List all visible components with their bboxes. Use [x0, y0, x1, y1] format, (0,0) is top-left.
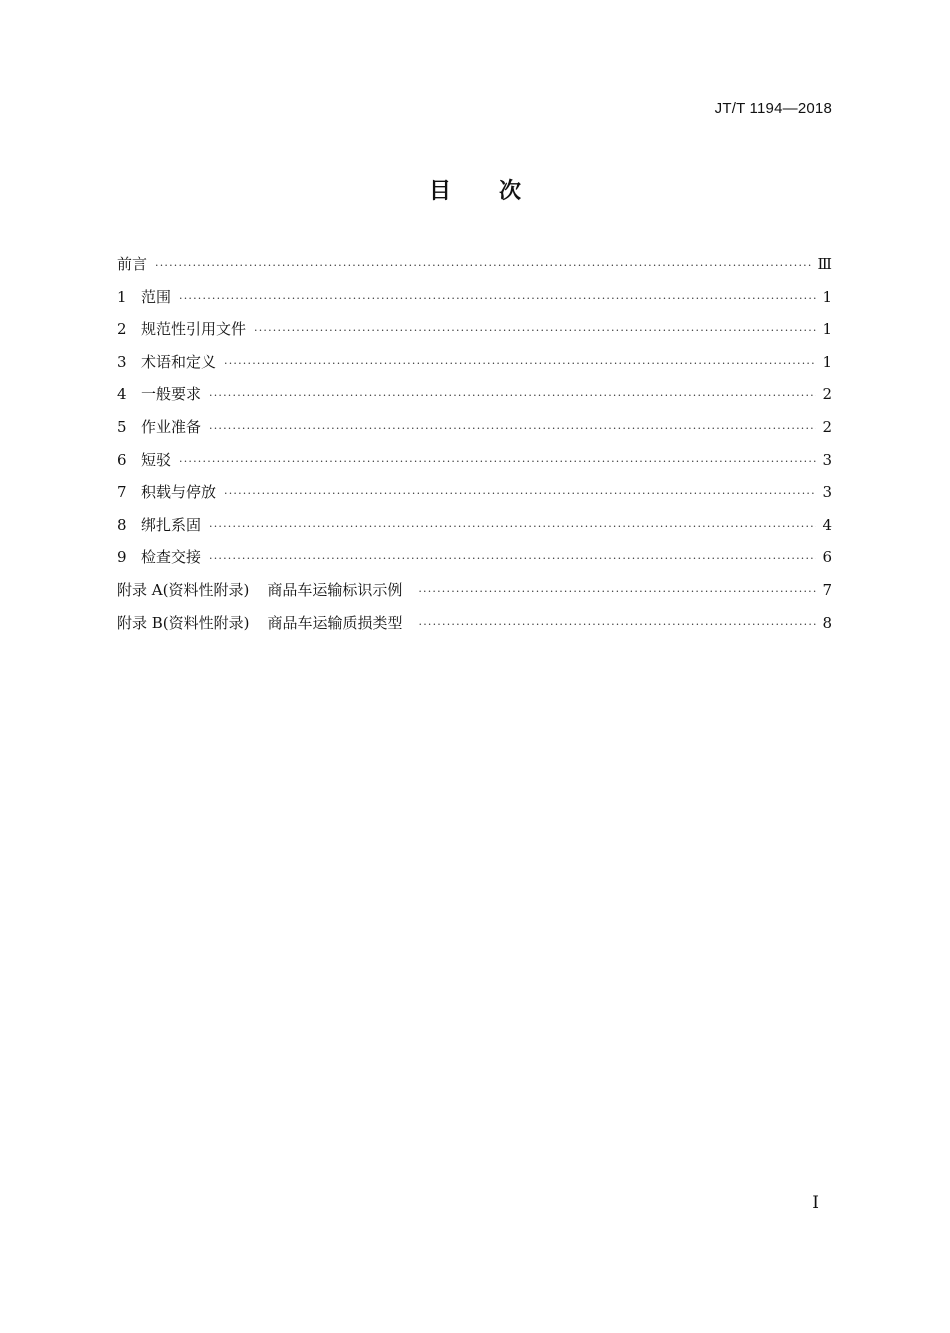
toc-entry-page: 3 [822, 483, 832, 502]
toc-entry-label: 积载与停放 [141, 483, 217, 502]
toc-entry-page: 1 [822, 352, 832, 371]
toc-entry-page: Ⅲ [817, 255, 832, 273]
dot-leader [179, 448, 816, 476]
toc-entry-3[interactable] [117, 348, 832, 381]
toc-entry-label: 术语和定义 [141, 352, 217, 371]
dot-leader [419, 611, 816, 639]
toc-entry-2[interactable] [117, 315, 832, 348]
title-char-2: 次 [499, 179, 522, 204]
dot-leader [209, 545, 816, 573]
title-char-1: 目 [428, 179, 451, 204]
toc-entry-label: 短驳 [141, 450, 172, 469]
toc-entry-page: 2 [822, 417, 832, 436]
toc-entry-9[interactable] [117, 543, 832, 576]
table-of-contents [117, 250, 832, 641]
toc-entry-page: 1 [822, 287, 832, 306]
toc-entry-label: 规范性引用文件 [141, 320, 247, 339]
dot-leader [224, 350, 816, 378]
toc-entry-number: 7 [117, 483, 127, 502]
toc-entry-number: 2 [117, 320, 127, 339]
toc-entry-page: 4 [822, 515, 832, 534]
toc-entry-label: 检查交接 [141, 548, 202, 567]
toc-entry-6[interactable] [117, 446, 832, 479]
toc-entry-number: 4 [117, 385, 127, 404]
dot-leader [418, 578, 816, 606]
toc-entry-appendix-b[interactable] [117, 609, 832, 642]
toc-entry-label [117, 609, 403, 637]
toc-entry-page: 8 [822, 613, 832, 632]
toc-entry-4[interactable] [117, 380, 832, 413]
toc-entry-number: 1 [117, 287, 127, 306]
toc-entry-appendix-a[interactable] [117, 576, 832, 609]
toc-entry-page: 6 [822, 548, 832, 567]
page-number: I [812, 1193, 819, 1213]
dot-leader [224, 480, 816, 508]
toc-entry-number: 5 [117, 417, 127, 436]
toc-entry-page: 2 [822, 385, 832, 404]
dot-leader [179, 285, 816, 313]
toc-entry-7[interactable] [117, 478, 832, 511]
toc-entry-number: 8 [117, 515, 127, 534]
toc-entry-page: 3 [822, 450, 832, 469]
toc-entry-label: 绑扎系固 [141, 515, 202, 534]
dot-leader [155, 252, 812, 280]
toc-entry-foreword[interactable] [117, 250, 832, 283]
toc-entry-number: 3 [117, 352, 127, 371]
toc-entry-label: 范围 [141, 287, 172, 306]
toc-entry-label: 一般要求 [141, 385, 202, 404]
toc-entry-5[interactable] [117, 413, 832, 446]
dot-leader [209, 382, 816, 410]
standard-code: JT/T 1194—2018 [714, 100, 832, 117]
toc-entry-1[interactable] [117, 283, 832, 316]
toc-entry-8[interactable] [117, 511, 832, 544]
toc-entry-number: 6 [117, 450, 127, 469]
dot-leader [209, 415, 816, 443]
dot-leader [254, 317, 816, 345]
toc-entry-label: 作业准备 [141, 417, 202, 436]
toc-entry-page: 1 [822, 320, 832, 339]
appendix-prefix: 附录 A(资料性附录) [117, 580, 250, 599]
page-title [0, 174, 950, 205]
toc-entry-label [117, 576, 402, 604]
toc-entry-page: 7 [822, 580, 832, 599]
appendix-prefix: 附录 B(资料性附录) [117, 613, 250, 632]
toc-entry-label: 前言 [117, 255, 148, 273]
toc-entry-number: 9 [117, 548, 127, 567]
appendix-title: 商品车运输质损类型 [267, 613, 403, 632]
dot-leader [209, 513, 816, 541]
appendix-title: 商品车运输标识示例 [267, 580, 403, 599]
